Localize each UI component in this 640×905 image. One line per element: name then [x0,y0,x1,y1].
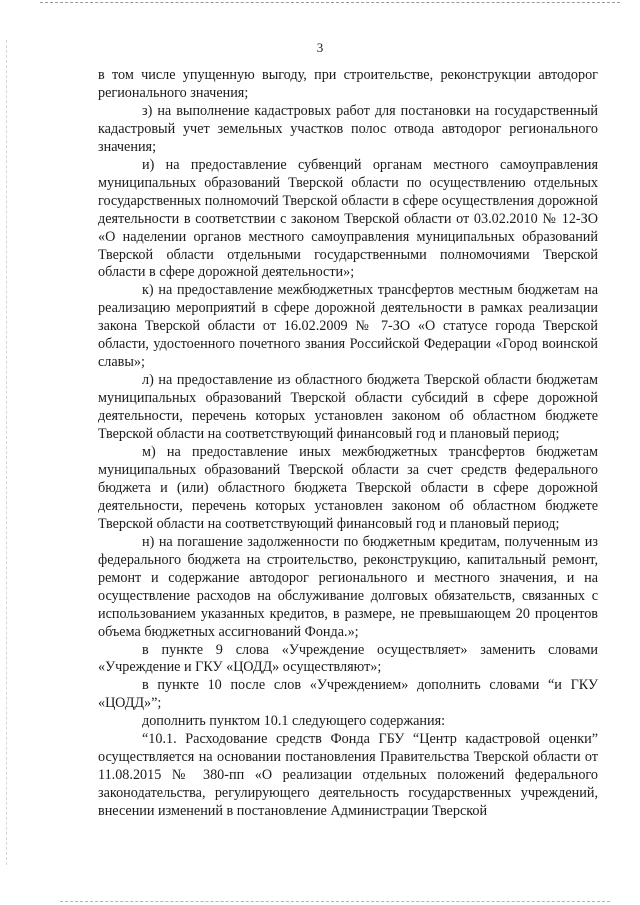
scan-edge-top [40,2,620,3]
paragraph-point-10: в пункте 10 после слов «Учреждением» дополнить словами “и ГКУ «ЦОДД»”; [98,677,598,712]
scan-edge-bottom [60,901,610,902]
page-number: 3 [316,40,324,55]
paragraph-item-z: з) на выполнение кадастровых работ для постановки на государственный кадастровый учет земельных участков полос отвода автодорог регионального значения; [98,102,598,155]
scan-edge-left [6,40,7,865]
paragraph-item-k: к) на предоставление межбюджетных трансфертов местным бюджетам на реализацию мероприятий в сфере дорожной деятельности в рамках реализации закона Тверской области от 16.02.2009 № 7-ЗО «О статусе города Тверской области, удостоенного почетного звания Российской Федерации «Город воинской славы»; [98,282,598,371]
paragraph-item-m: м) на предоставление иных межбюджетных трансфертов бюджетам муниципальных образований Тверской области за счет средств федерального бюджета и (или) областного бюджета Тверской области в сфере дорожной деятельности, перечень которых установлен законом об областном бюджете Тверской области на соответствующий финансовый год и плановый период; [98,444,598,532]
paragraph-continuation: в том числе упущенную выгоду, при строительстве, реконструкции автодорог регионального значения; [98,67,598,101]
paragraph-point-9: в пункте 9 слова «Учреждение осуществляет» заменить словами «Учреждение и ГКУ «ЦОДД» осуществляют»; [98,641,598,676]
paragraph-add-point: дополнить пунктом 10.1 следующего содержания: [142,713,446,730]
paragraph-item-l: л) на предоставление из областного бюджета Тверской области бюджетам муниципальных образований Тверской области субсидий в сфере дорожной деятельности, перечень которых установлен законом об областном бюджете Тверской области на соответствующий финансовый год и плановый период; [98,372,598,443]
paragraph-point-10-1: “10.1. Расходование средств Фонда ГБУ “Центр кадастровой оценки” осуществляется на основании постановления Правительства Тверской области от 11.08.2015 № 380-пп «О реализации отдельных положений федерального законодательства, регулирующего деятельность государственных учреждений, внесении изменений в постановление Администрации Тверской [98,731,598,820]
paragraph-item-i: и) на предоставление субвенций органам местного самоуправления муниципальных образований Тверской области по осуществлению отдельных государственных полномочий Тверской области в сфере осуществления дорожной деятельности в соответствии с законом Тверской области от 03.02.2010 № 12-ЗО «О наделении органов местного самоуправления муниципальных образований Тверской области отдельными государственными полномочиями Тверской области в сфере дорожной деятельности»; [98,156,598,281]
paragraph-item-n: н) на погашение задолженности по бюджетным кредитам, полученным из федерального бюджета на строительство, реконструкцию, капитальный ремонт, ремонт и содержание автодорог регионального и местного значения, и на осуществление расходов на обслуживание долговых обязательств, связанных с использованием указанных кредитов, в размере, не превышающем 20 процентов объема бюджетных ассигнований Фонда.»; [98,533,598,640]
document-body [98,67,598,821]
